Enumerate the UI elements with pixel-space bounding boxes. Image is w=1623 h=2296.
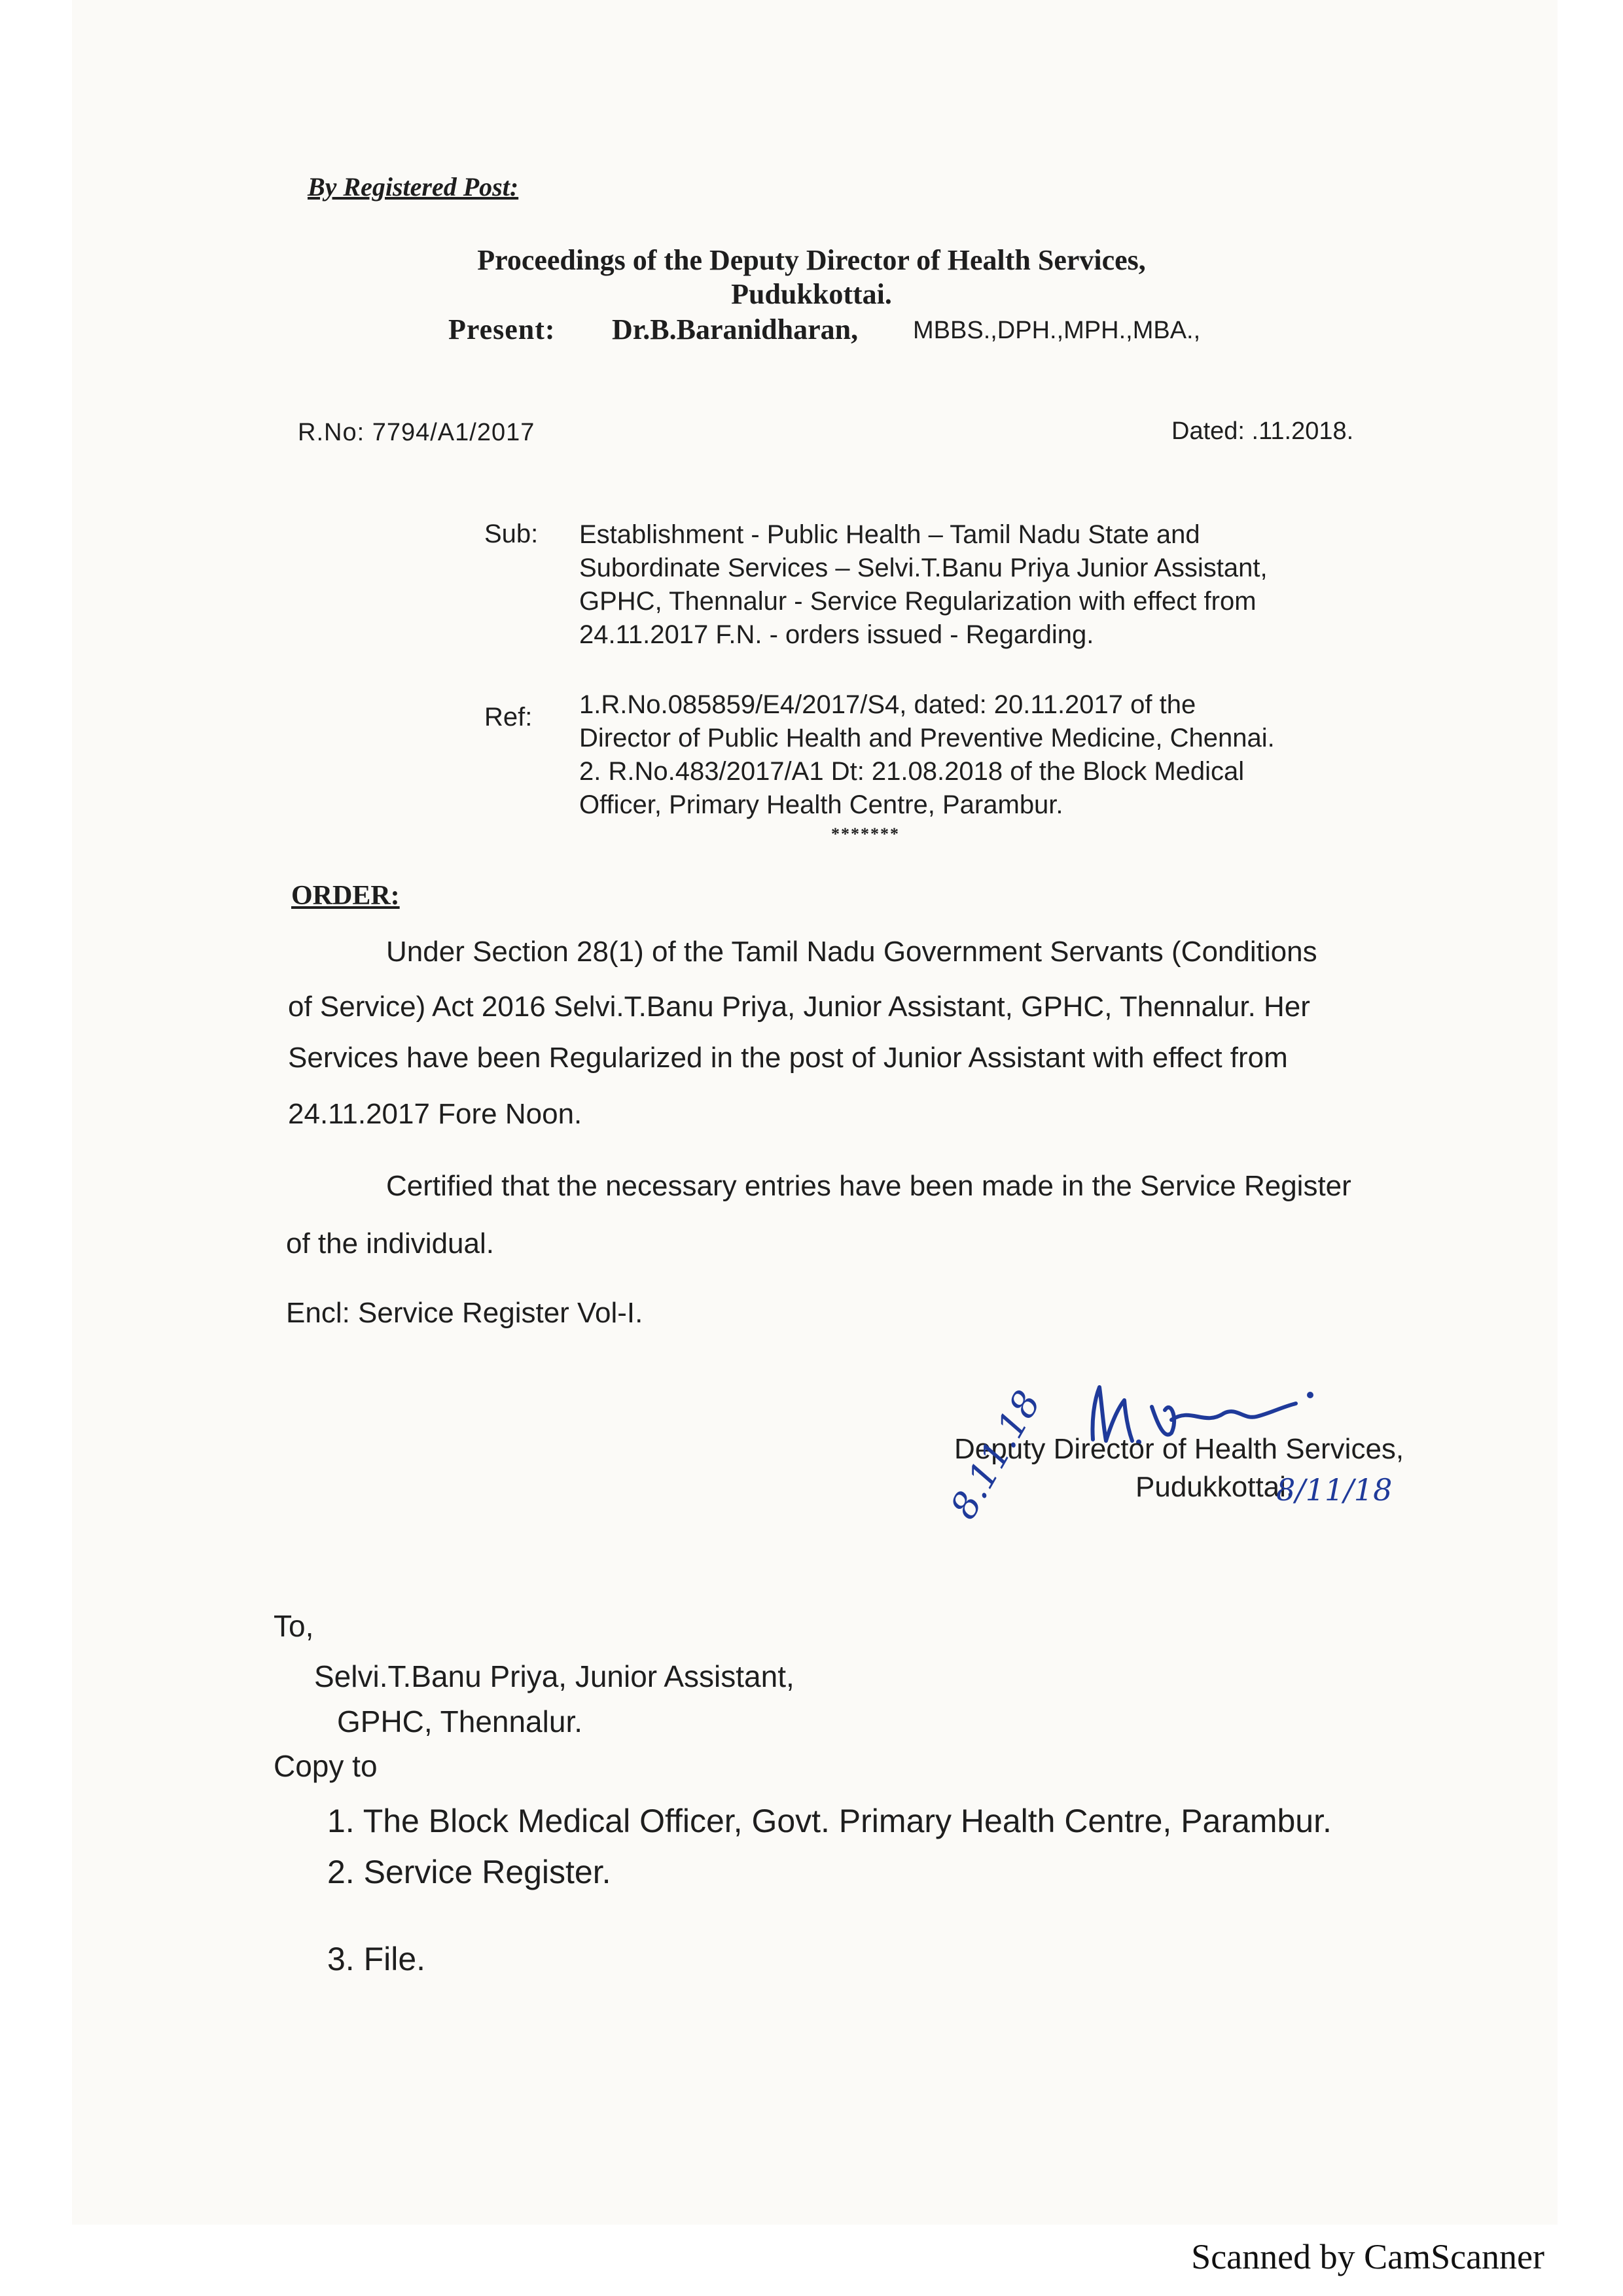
signatory-designation: Deputy Director of Health Services, <box>954 1433 1404 1465</box>
subject-label: Sub: <box>484 520 539 548</box>
reference-line: Officer, Primary Health Centre, Parambur. <box>579 790 1063 819</box>
subject-text <box>579 518 1268 652</box>
order-heading: ORDER: <box>291 881 400 911</box>
certified-line: of the individual. <box>286 1227 494 1260</box>
subject-line: Subordinate Services – Selvi.T.Banu Priya Junior Assistant, <box>579 554 1268 582</box>
handwritten-initial-date: 8/11/18 <box>1276 1472 1393 1508</box>
subject-line: Establishment - Public Health – Tamil Nadu State and <box>579 520 1200 549</box>
scanner-watermark: Scanned by CamScanner <box>1191 2237 1544 2276</box>
enclosure: Encl: Service Register Vol-I. <box>286 1297 643 1329</box>
reference-line: Director of Public Health and Preventive Medicine, Chennai. <box>579 724 1275 752</box>
separator-stars: ******* <box>831 824 900 843</box>
copy-list-item: 2. Service Register. <box>327 1854 611 1890</box>
reference-text <box>579 688 1275 822</box>
order-line: 24.11.2017 Fore Noon. <box>288 1098 582 1130</box>
subject-line: GPHC, Thennalur - Service Regularization with effect from <box>579 587 1257 616</box>
handwritten-date: 8.11.18 <box>942 1383 1050 1527</box>
reference-line: 2. R.No.483/2017/A1 Dt: 21.08.2018 of the Block Medical <box>579 757 1245 786</box>
copy-list-item: 1. The Block Medical Officer, Govt. Primary Health Centre, Parambur. <box>327 1803 1332 1839</box>
proceedings-office: Pudukkottai. <box>731 278 892 310</box>
order-line: of Service) Act 2016 Selvi.T.Banu Priya, Junior Assistant, GPHC, Thennalur. Her <box>288 991 1310 1023</box>
copy-list-item: 3. File. <box>327 1941 426 1977</box>
reference-line: 1.R.No.085859/E4/2017/S4, dated: 20.11.2017 of the <box>579 690 1196 719</box>
copy-to-label: Copy to <box>274 1749 378 1783</box>
dated: Dated: .11.2018. <box>1171 417 1354 445</box>
addressee-name: Selvi.T.Banu Priya, Junior Assistant, <box>314 1659 794 1693</box>
registered-post-label: By Registered Post: <box>308 172 519 202</box>
signatory-office: Pudukkottai. <box>1135 1471 1294 1503</box>
proceedings-title: Proceedings of the Deputy Director of Health Services, <box>477 244 1146 276</box>
certified-line: Certified that the necessary entries have been made in the Service Register <box>386 1170 1351 1202</box>
reference-label: Ref: <box>484 703 533 732</box>
to-label: To, <box>274 1609 314 1643</box>
subject-line: 24.11.2017 F.N. - orders issued - Regarding. <box>579 620 1094 649</box>
present-officer-name: Dr.B.Baranidharan, <box>612 313 859 345</box>
reference-number: R.No: 7794/A1/2017 <box>298 419 535 446</box>
present-label: Present: <box>448 313 556 345</box>
order-line: Under Section 28(1) of the Tamil Nadu Government Servants (Conditions <box>386 936 1317 968</box>
present-officer-qualifications: MBBS.,DPH.,MPH.,MBA., <box>913 317 1201 344</box>
order-line: Services have been Regularized in the post of Junior Assistant with effect from <box>288 1042 1288 1074</box>
addressee-office: GPHC, Thennalur. <box>337 1704 583 1739</box>
